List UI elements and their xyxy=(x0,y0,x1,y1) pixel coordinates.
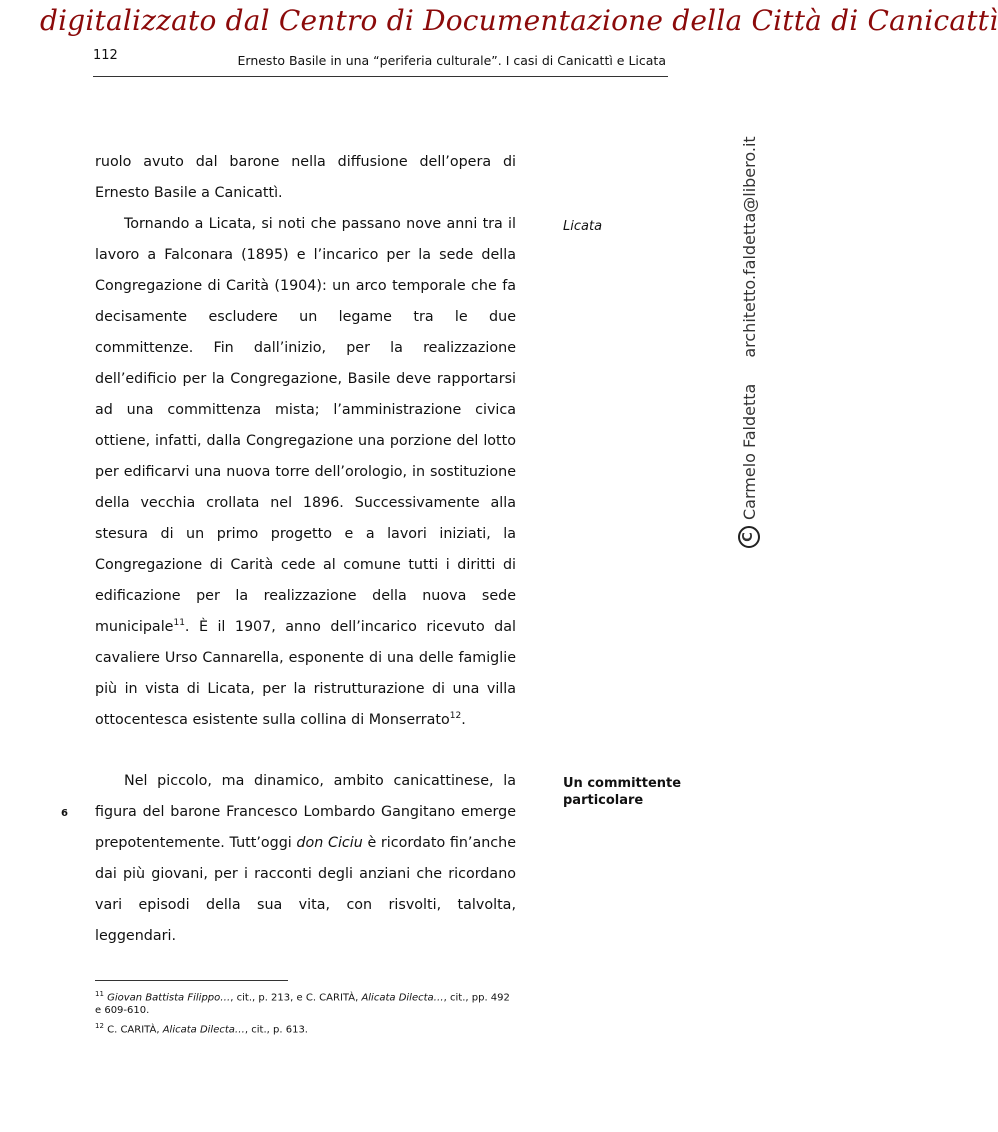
paragraph-3-text-a: Nel piccolo, ma dinamico, ambito canicattinese, la figura del barone Francesco Lombardo Gangitano emerge prepotentemente. Tutt’oggi xyxy=(95,773,516,851)
copyright-icon: C xyxy=(738,526,760,548)
paragraph-2-text-b: . È il 1907, anno dell’incarico ricevuto dal cavaliere Urso Cannarella, esponente di una delle famiglie più in vista di Licata, per la ristrutturazione di una villa ottocentesca esistente sulla collina di Monserrato xyxy=(95,619,516,728)
paragraph-3-text-b: è ricordato fin’anche dai più giovani, per i racconti degli anziani che ricordano vari episodi della sua vita, con risvolti, talvolta, leggendari. xyxy=(95,835,516,944)
footnote-11 xyxy=(95,988,516,1017)
margin-note-committente: Un committente particolare xyxy=(563,776,682,808)
footnote-12 xyxy=(95,1020,516,1036)
footnote-11-number: 11 xyxy=(95,990,104,998)
footnote-11-mid: , cit., p. 213, e C. CARITÀ, xyxy=(230,992,362,1004)
footnote-12-title: Alicata Dilecta… xyxy=(162,1024,245,1036)
running-title: Ernesto Basile in una “periferia culturale”. I casi di Canicattì e Licata xyxy=(237,53,666,68)
paragraph-2 xyxy=(95,209,516,736)
footnote-12-pre: C. CARITÀ, xyxy=(107,1024,163,1036)
footnote-12-end: , cit., p. 613. xyxy=(244,1024,308,1036)
footnote-ref-11: 11 xyxy=(173,618,185,629)
footnote-11-end: , cit., pp. 492 e 609-610. xyxy=(95,992,510,1017)
footnote-11-title-2: Alicata Dilecta… xyxy=(361,992,444,1004)
paragraph-1: ruolo avuto dal barone nella diffusione dell’opera di Ernesto Basile a Canicattì. xyxy=(95,154,516,201)
footnote-12-number: 12 xyxy=(95,1022,104,1031)
paragraph-2-text-a: Tornando a Licata, si noti che passano nove anni tra il lavoro a Falconara (1895) e l’incarico per la sede della Congregazione di Carità (1904): un arco temporale che fa decisamente escludere un legame tra le due committenze. Fin dall’inizio, per la realizzazione dell’edificio per la Congregazione, Basile deve rapportarsi ad una committenza mista; l’amministrazione civica ottiene, infatti, dalla Congregazione una porzione del lotto per edificarvi una nuova torre dell’orologio, in sostituzione della vecchia crollata nel 1896. Successivamente alla stesura di un primo progetto e a lavori iniziati, la Congregazione di Carità cede al comune tutti i diritti di edificazione per la realizzazione della nuova sede municipale xyxy=(95,216,516,635)
paragraph-3-italic: don Ciciu xyxy=(296,835,363,851)
digitization-banner: digitalizzato dal Centro di Documentazione della Città di Canicattì xyxy=(40,4,998,37)
watermark-email: architetto.faldetta@libero.it xyxy=(739,136,759,358)
footnote-11-title-1: Giovan Battista Filippo… xyxy=(107,992,231,1004)
line-number: 6 xyxy=(61,808,68,819)
paragraph-2-text-c: . xyxy=(461,712,466,728)
footnotes xyxy=(95,988,516,1040)
footnote-ref-12: 12 xyxy=(449,711,462,722)
watermark-author: Carmelo Faldetta xyxy=(739,383,759,520)
margin-note-licata: Licata xyxy=(563,219,603,234)
page-header xyxy=(93,46,668,77)
page-number: 112 xyxy=(93,48,118,63)
copyright-watermark xyxy=(738,136,760,548)
footnote-divider xyxy=(95,980,288,981)
paragraph-3 xyxy=(95,766,516,952)
